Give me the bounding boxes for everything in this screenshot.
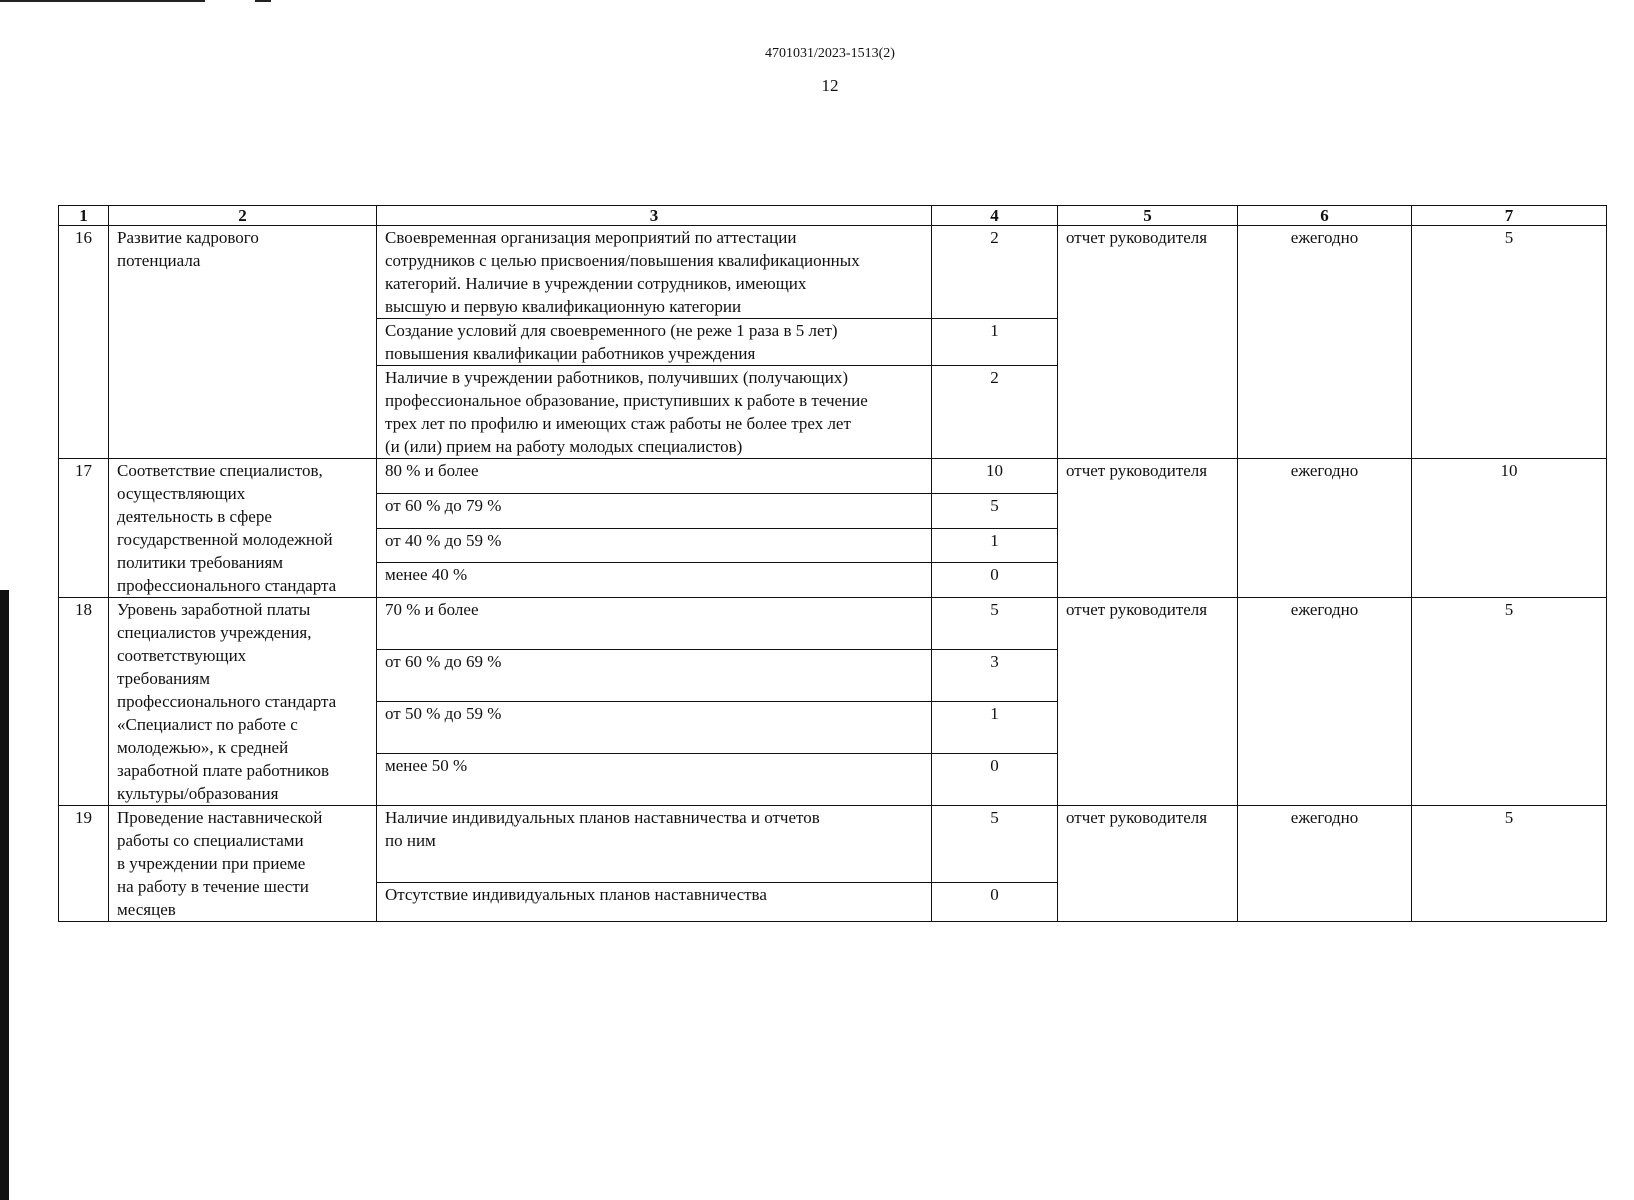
text-line: профессиональное образование, приступивших к работе в течение [385, 391, 868, 410]
text-line: Уровень заработной платы [117, 600, 311, 619]
text-line: высшую и первую квалификационную категории [385, 297, 742, 316]
text-line: на работу в течение шести [117, 877, 309, 896]
text-line: от 50 % до 59 % [385, 704, 502, 723]
text-line: менее 50 % [385, 756, 468, 775]
text-line: работы со специалистами [117, 831, 304, 850]
table-row [59, 459, 1607, 494]
indicator-cell [377, 528, 932, 563]
header-cell: 1 [59, 206, 109, 226]
text-line: заработной плате работников [117, 761, 330, 780]
text-line: повышения квалификации работников учреждения [385, 344, 756, 363]
period-cell: ежегодно [1238, 459, 1412, 598]
period-cell: ежегодно [1238, 226, 1412, 459]
text-line: от 60 % до 79 % [385, 495, 502, 515]
indicator-cell [377, 226, 932, 319]
score-cell: 1 [932, 528, 1058, 563]
text-line: Создание условий для своевременного (не реже 1 раза в 5 лет) [385, 321, 838, 340]
header-cell: 4 [932, 206, 1058, 226]
text-line: (и (или) прием на работу молодых специалистов) [385, 437, 743, 456]
text-line: 70 % и более [385, 600, 479, 619]
score-cell: 1 [932, 702, 1058, 754]
text-line: категорий. Наличие в учреждении сотрудников, имеющих [385, 274, 807, 293]
text-line: Развитие кадрового [117, 228, 259, 247]
row-number: 17 [59, 459, 109, 598]
text-line: деятельность в сфере [117, 507, 272, 526]
indicator-cell [377, 650, 932, 702]
text-line: менее 40 % [385, 565, 468, 585]
row-number: 16 [59, 226, 109, 459]
text-line: требованиям [117, 669, 210, 688]
header-cell: 6 [1238, 206, 1412, 226]
indicator-cell [377, 598, 932, 650]
max-score-cell: 5 [1412, 226, 1607, 459]
text-line: политики требованиям [117, 553, 284, 572]
indicator-cell [377, 882, 932, 921]
text-line: от 60 % до 69 % [385, 652, 502, 671]
score-cell: 5 [932, 493, 1058, 528]
header-cell: 2 [109, 206, 377, 226]
scan-artifact-left-edge [0, 590, 9, 1200]
document-id: 4701031/2023-1513(2) [765, 46, 895, 61]
header-cell: 7 [1412, 206, 1607, 226]
score-cell: 0 [932, 882, 1058, 921]
score-cell: 0 [932, 563, 1058, 598]
text-line: «Специалист по работе с [117, 715, 298, 734]
indicator-cell [377, 493, 932, 528]
text-line: Отсутствие индивидуальных планов наставничества [385, 884, 767, 904]
indicator-cell [377, 702, 932, 754]
table-header-row [59, 206, 1607, 226]
source-cell: отчет руководителя [1058, 598, 1238, 806]
header-cell: 3 [377, 206, 932, 226]
text-line: профессионального стандарта [117, 692, 337, 711]
score-cell: 2 [932, 366, 1058, 459]
text-line: соответствующих [117, 646, 247, 665]
text-line: по ним [385, 831, 436, 850]
score-cell: 0 [932, 754, 1058, 806]
text-line: Своевременная организация мероприятий по аттестации [385, 228, 797, 247]
period-cell: ежегодно [1238, 806, 1412, 922]
criterion-cell [109, 598, 377, 806]
indicator-cell [377, 754, 932, 806]
text-line: государственной молодежной [117, 530, 333, 549]
score-cell: 1 [932, 319, 1058, 366]
table-row [59, 226, 1607, 319]
text-line: сотрудников с целью присвоения/повышения квалификационных [385, 251, 860, 270]
text-line: осуществляющих [117, 484, 246, 503]
period-cell: ежегодно [1238, 598, 1412, 806]
text-line: от 40 % до 59 % [385, 530, 502, 550]
table-row [59, 806, 1607, 883]
text-line: молодежью», к средней [117, 738, 289, 757]
indicator-cell [377, 366, 932, 459]
text-line: Наличие в учреждении работников, получивших (получающих) [385, 368, 849, 387]
score-cell: 3 [932, 650, 1058, 702]
source-cell: отчет руководителя [1058, 806, 1238, 922]
row-number: 19 [59, 806, 109, 922]
indicator-cell [377, 459, 932, 494]
score-cell: 5 [932, 598, 1058, 650]
criterion-cell [109, 226, 377, 459]
text-line: трех лет по профилю и имеющих стаж работы не более трех лет [385, 414, 851, 433]
criteria-table [58, 205, 1607, 922]
max-score-cell: 10 [1412, 459, 1607, 598]
indicator-cell [377, 806, 932, 883]
text-line: профессионального стандарта [117, 576, 337, 595]
max-score-cell: 5 [1412, 806, 1607, 922]
source-cell: отчет руководителя [1058, 226, 1238, 459]
criterion-cell [109, 806, 377, 922]
text-line: Проведение наставнической [117, 808, 323, 827]
text-line: в учреждении при приеме [117, 854, 306, 873]
text-line: месяцев [117, 900, 176, 919]
text-line: 80 % и более [385, 461, 479, 480]
max-score-cell: 5 [1412, 598, 1607, 806]
text-line: культуры/образования [117, 784, 279, 803]
text-line: специалистов учреждения, [117, 623, 312, 642]
indicator-cell [377, 319, 932, 366]
text-line: Соответствие специалистов, [117, 461, 323, 480]
page-number: 12 [821, 76, 839, 95]
header-cell: 5 [1058, 206, 1238, 226]
score-cell: 5 [932, 806, 1058, 883]
row-number: 18 [59, 598, 109, 806]
score-cell: 2 [932, 226, 1058, 319]
scan-artifact-top-dash [255, 0, 271, 2]
text-line: потенциала [117, 251, 201, 270]
indicator-cell [377, 563, 932, 598]
scan-artifact-top-line [0, 0, 205, 2]
score-cell: 10 [932, 459, 1058, 494]
criterion-cell [109, 459, 377, 598]
source-cell: отчет руководителя [1058, 459, 1238, 598]
table-row [59, 598, 1607, 650]
text-line: Наличие индивидуальных планов наставничества и отчетов [385, 808, 820, 827]
